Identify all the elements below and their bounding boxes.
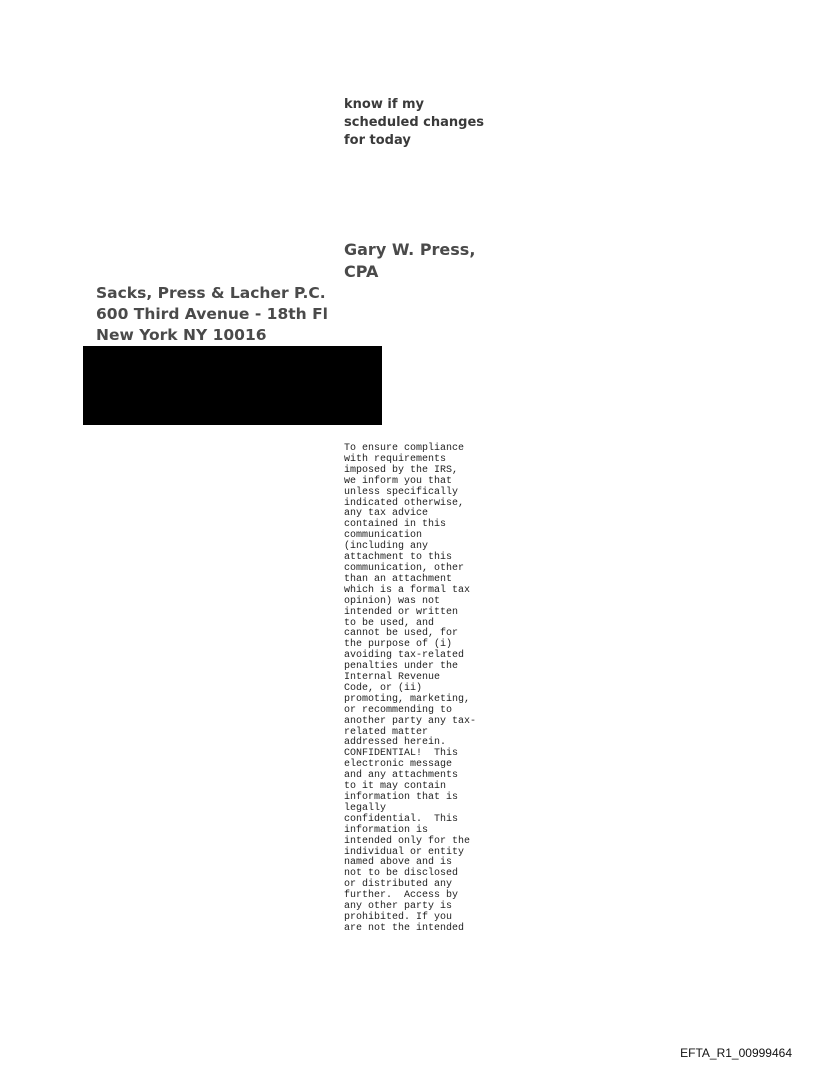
disclaimer-line: individual or entity: [344, 846, 465, 858]
disclaimer-line: the purpose of (i): [344, 639, 453, 651]
disclaimer-line: are not the intended: [344, 922, 465, 934]
firm-street: 600 Third Avenue - 18th Fl: [96, 305, 328, 323]
disclaimer-line: further. Access by: [344, 890, 459, 902]
disclaimer-line: attachment to this: [344, 552, 453, 564]
disclaimer-line: to it may contain: [344, 781, 447, 793]
disclaimer-line: indicated otherwise,: [344, 497, 465, 509]
disclaimer-line: intended only for the: [344, 835, 471, 847]
disclaimer-line: or distributed any: [344, 879, 453, 891]
disclaimer-line: with requirements: [344, 453, 447, 465]
firm-city: New York NY 10016: [96, 326, 267, 344]
disclaimer-line: to be used, and: [344, 617, 435, 629]
disclaimer-line: unless specifically: [344, 486, 459, 498]
disclaimer-line: opinion) was not: [344, 595, 441, 607]
signature-firm-address: [96, 283, 328, 346]
disclaimer-line: related matter: [344, 726, 429, 738]
disclaimer-line: communication: [344, 530, 423, 542]
disclaimer-line: any tax advice: [344, 508, 429, 520]
disclaimer-line: legally: [344, 802, 387, 814]
message-line: for today: [344, 133, 411, 148]
disclaimer-line: avoiding tax-related: [344, 650, 465, 662]
disclaimer-line: To ensure compliance: [344, 443, 465, 454]
disclaimer-line: imposed by the IRS,: [344, 464, 459, 476]
disclaimer-line: or recommending to: [344, 704, 453, 716]
disclaimer-line: information that is: [344, 792, 459, 803]
signature-name-line: CPA: [344, 262, 379, 281]
disclaimer-line: confidential. This: [344, 813, 459, 825]
message-line: scheduled changes: [344, 115, 485, 130]
disclaimer-line: communication, other: [344, 562, 465, 574]
disclaimer-line: prohibited. If you: [344, 911, 453, 923]
firm-name: Sacks, Press & Lacher P.C.: [96, 284, 326, 302]
message-text: [344, 96, 514, 150]
disclaimer-line: electronic message: [344, 759, 453, 771]
disclaimer-line: which is a formal tax: [344, 584, 471, 596]
disclaimer-line: another party any tax-: [344, 715, 477, 727]
document-id: EFTA_R1_00999464: [680, 1046, 792, 1060]
disclaimer-line: (including any: [344, 541, 429, 553]
disclaimer-line: than an attachment: [344, 573, 453, 585]
disclaimer-line: intended or written: [344, 606, 459, 618]
disclaimer-line: we inform you that: [344, 475, 453, 487]
message-line: know if my: [344, 97, 425, 112]
signature-name: [344, 239, 475, 283]
disclaimer-line: Code, or (ii): [344, 682, 423, 694]
disclaimer-line: addressed herein.: [344, 737, 447, 749]
disclaimer-line: promoting, marketing,: [344, 693, 471, 705]
tax-confidentiality-disclaimer: [344, 444, 504, 935]
disclaimer-line: penalties under the: [344, 661, 459, 673]
disclaimer-line: and any attachments: [344, 770, 459, 782]
disclaimer-line: CONFIDENTIAL! This: [344, 748, 459, 760]
disclaimer-line: Internal Revenue: [344, 672, 441, 684]
disclaimer-line: named above and is: [344, 857, 453, 869]
disclaimer-line: information is: [344, 824, 429, 836]
disclaimer-line: contained in this: [344, 519, 447, 531]
disclaimer-line: not to be disclosed: [344, 868, 459, 880]
signature-name-line: Gary W. Press,: [344, 240, 476, 259]
disclaimer-line: any other party is: [344, 901, 453, 913]
redaction-block: [83, 346, 382, 425]
disclaimer-line: cannot be used, for: [344, 628, 459, 640]
